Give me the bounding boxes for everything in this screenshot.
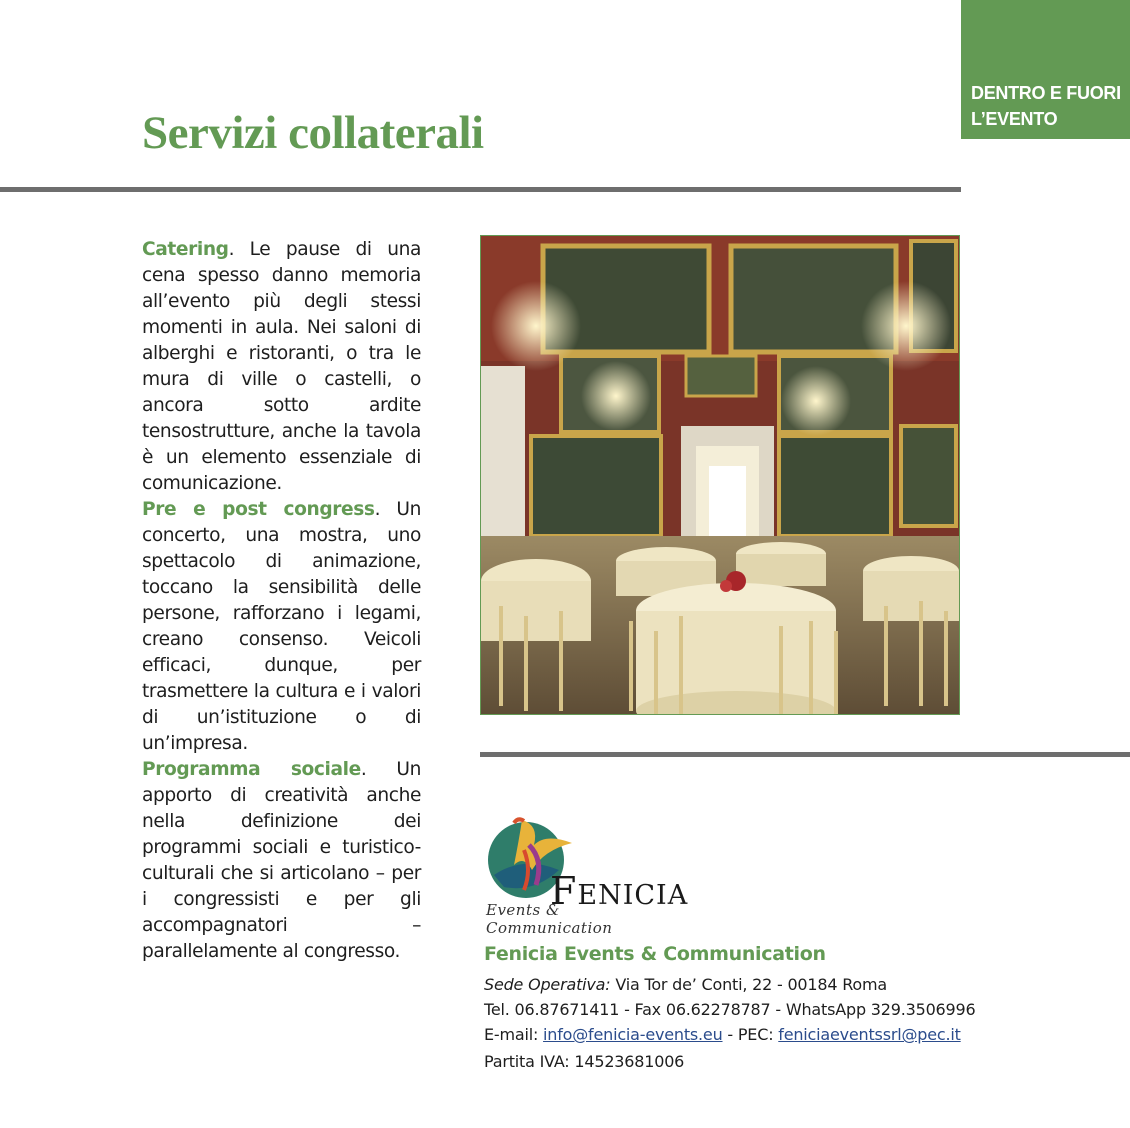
banquet-hall-illustration: [481, 236, 959, 714]
email-line: E-mail: info@fenicia-events.eu - PEC: feniciaeventssrl@pec.it: [484, 1025, 961, 1044]
paragraph-lead: Programma sociale: [142, 759, 361, 780]
paragraph-body: . Un apporto di creatività anche nella definizione dei programmi sociali e turistico-culturali che si articolano – per i congressisti e per gli accompagnatori – parallelamente al congresso.: [142, 759, 421, 962]
middle-divider: [480, 752, 1130, 757]
logo-tagline: Events & Communication: [486, 901, 613, 937]
section-tag-line1: DENTRO E FUORI: [971, 83, 1121, 103]
section-tag: [961, 0, 1130, 139]
vat-line: Partita IVA: 14523681006: [484, 1052, 685, 1071]
paragraph-lead: Catering: [142, 239, 229, 260]
phone-line: Tel. 06.87671411 - Fax 06.62278787 - WhatsApp 329.3506996: [484, 1000, 976, 1019]
paragraph-programma-sociale: [142, 757, 421, 965]
paragraph-lead: Pre e post congress: [142, 499, 375, 520]
fenicia-logo: [484, 815, 689, 937]
paragraph-body: . Le pause di una cena spesso danno memoria all’evento più degli stessi momenti in aula. Nei saloni di alberghi e ristoranti, o tra le mura di ville o castelli, o ancora sotto ardite tensostrutture, anche la tavola è un elemento essenziale di comunicazione.: [142, 239, 421, 494]
address-line: Sede Operativa: Via Tor de’ Conti, 22 - 00184 Roma: [484, 975, 888, 994]
section-tag-line2: L’EVENTO: [971, 109, 1058, 129]
logo-wordmark: FENICIA: [550, 869, 689, 913]
top-divider: [0, 187, 961, 192]
paragraph-pre-post-congress: [142, 497, 421, 757]
banquet-hall-photo: [480, 235, 960, 715]
paragraph-body: . Un concerto, una mostra, uno spettacolo di animazione, toccano la sensibilità delle persone, rafforzano i legami, creano consenso. Veicoli efficaci, dunque, per trasmettere la cultura e i valori di un’istituzione o di un’impresa.: [142, 499, 421, 754]
pec-link[interactable]: feniciaeventssrl@pec.it: [778, 1025, 961, 1044]
email-link[interactable]: info@fenicia-events.eu: [543, 1025, 723, 1044]
paragraph-catering: [142, 237, 421, 497]
page-title: Servizi collaterali: [142, 107, 484, 159]
company-name: Fenicia Events & Communication: [484, 943, 826, 965]
